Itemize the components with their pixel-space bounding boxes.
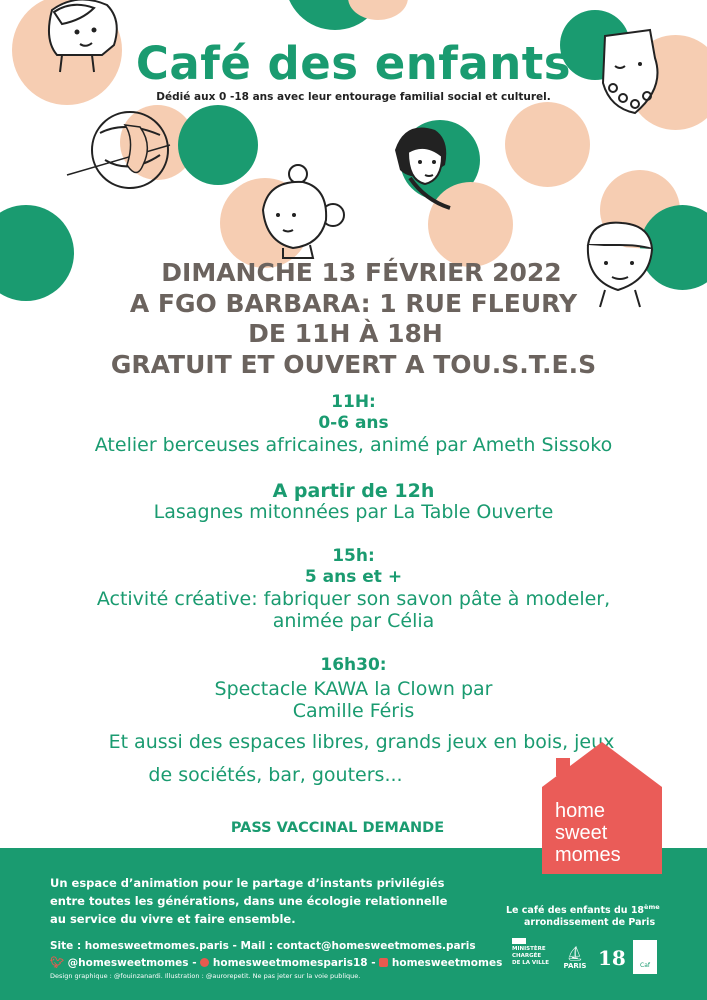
braided-girl-illustration xyxy=(380,120,465,215)
ministere-line2: CHARGÉE xyxy=(512,953,542,959)
partner-logo-paris xyxy=(560,946,590,976)
session-3-age: 5 ans et + xyxy=(304,567,403,587)
home-sweet-momes-logo xyxy=(542,742,662,874)
event-hours: DE 11H À 18H xyxy=(248,319,443,348)
paris-ship-icon: ⛵︎ xyxy=(566,946,584,962)
footer-social-row xyxy=(50,956,502,969)
partner-logo-caf xyxy=(633,940,657,974)
facebook-icon[interactable] xyxy=(379,958,388,967)
vaccine-pass-notice: PASS VACCINAL DEMANDE xyxy=(230,820,445,836)
session-4-activity-line2: Camille Féris xyxy=(292,700,415,722)
footer-description-line2: entre toutes les générations, dans une écologie relationnelle xyxy=(50,894,448,908)
flag-icon xyxy=(512,938,526,944)
footer-tagline-line1 xyxy=(506,903,660,916)
extra-activities-line2: de sociétés, bar, gouters... xyxy=(148,764,403,786)
event-access: GRATUIT ET OUVERT A TOU.S.T.E.S xyxy=(110,350,597,379)
session-4-time: 16h30: xyxy=(320,655,387,675)
twitter-icon[interactable]: 🐦︎ xyxy=(50,956,64,969)
page-subtitle: Dédié aux 0 -18 ans avec leur entourage familial social et culturel. xyxy=(156,91,551,103)
extra-activities-line1: Et aussi des espaces libres, grands jeux en bois, jeux xyxy=(108,731,615,753)
footer-tagline-line2: arrondissement de Paris xyxy=(524,917,656,928)
page-title: Café des enfants xyxy=(135,37,572,90)
ministere-line3: DE LA VILLE xyxy=(512,960,549,966)
session-3-activity-line2: animée par Célia xyxy=(272,610,435,632)
partner-logo-18: 18 xyxy=(598,946,626,970)
bun-girl-illustration xyxy=(248,160,353,260)
twitter-handle[interactable]: @homesweetmomes - xyxy=(67,957,197,969)
decor-green-circle xyxy=(178,105,258,185)
globe-head-illustration xyxy=(65,105,175,195)
footer-description-line1: Un espace d’animation pour le partage d’instants privilégiés xyxy=(50,876,445,890)
logo-word-sweet: sweet xyxy=(555,822,608,844)
session-3-activity-line1: Activité créative: fabriquer son savon pâte à modeler, xyxy=(96,588,611,610)
session-1-time: 11H: xyxy=(331,392,376,412)
paris-label: PARIS xyxy=(563,962,587,970)
footer-description-line3: au service du vivre et faire ensemble. xyxy=(50,912,296,926)
partner-logo-ministere xyxy=(512,938,560,978)
session-1-activity: Atelier berceuses africaines, animé par Ameth Sissoko xyxy=(94,434,613,456)
caf-label: Caf xyxy=(640,962,650,969)
session-4-activity-line1: Spectacle KAWA la Clown par xyxy=(214,678,493,700)
footer-tagline-sup: ème xyxy=(644,903,660,911)
event-date: DIMANCHE 13 FÉVRIER 2022 xyxy=(161,258,562,287)
ministere-line1: MINISTÈRE xyxy=(512,946,546,952)
session-2-activity: Lasagnes mitonnées par La Table Ouverte xyxy=(153,501,554,523)
event-location: A FGO BARBARA: 1 RUE FLEURY xyxy=(129,289,578,318)
logo-word-home: home xyxy=(555,800,606,822)
footer-site-contact[interactable]: Site : homesweetmomes.paris - Mail : contact@homesweetmomes.paris xyxy=(50,940,476,952)
decor-peach-circle xyxy=(505,102,590,187)
session-2-time: A partir de 12h xyxy=(272,480,435,502)
session-3-time: 15h: xyxy=(332,546,375,566)
logo-word-momes: momes xyxy=(555,844,621,866)
instagram-icon[interactable] xyxy=(200,958,209,967)
facebook-handle[interactable]: homesweetmomes xyxy=(391,957,503,969)
session-1-age: 0-6 ans xyxy=(318,413,389,433)
instagram-handle[interactable]: homesweetmomesparis18 - xyxy=(212,957,376,969)
footer-tagline-text: Le café des enfants du 18 xyxy=(506,905,645,917)
footer-credits: Design graphique : @fouinzanardi. Illustration : @aurorepetit. Ne pas jeter sur la voie publique. xyxy=(50,972,361,980)
